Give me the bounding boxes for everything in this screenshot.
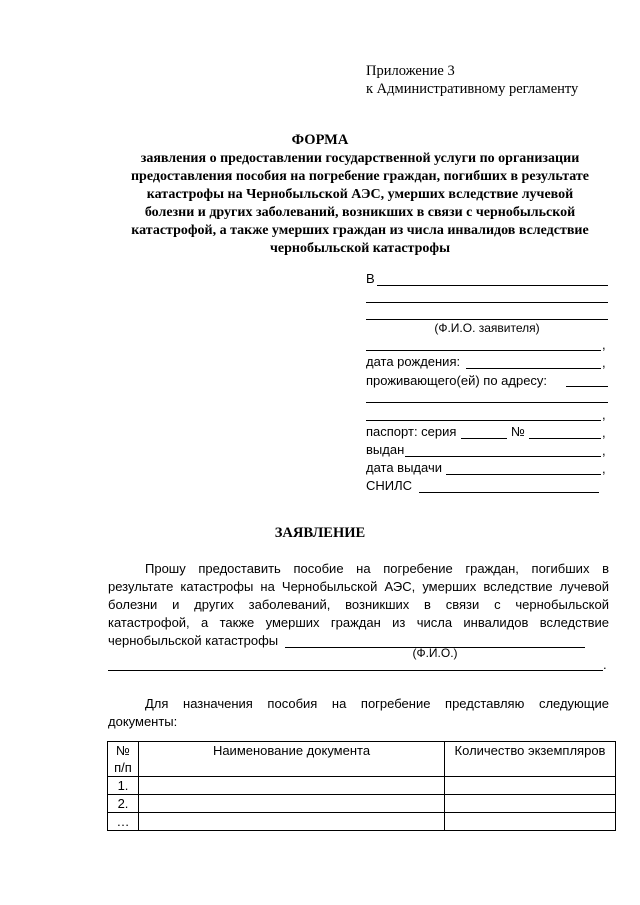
form-title-line: чернобыльской катастрофы bbox=[269, 241, 451, 256]
passport-series-label: паспорт: серия bbox=[366, 424, 457, 439]
address-field-1[interactable] bbox=[566, 386, 608, 387]
docs-intro-line: Для назначения пособия на погребение представляю следующие bbox=[145, 696, 609, 711]
header-count: Количество экземпляров bbox=[445, 742, 616, 777]
row-doc-name[interactable] bbox=[139, 795, 445, 813]
form-title-line: катастрофой, а также умерших граждан из числа инвалидов вследствие bbox=[131, 223, 589, 238]
header-number bbox=[108, 742, 139, 777]
statement-line: Прошу предоставить пособие на погребение граждан, погибших в bbox=[145, 561, 609, 576]
issue-date-field[interactable] bbox=[446, 474, 601, 475]
issued-by-field[interactable] bbox=[405, 456, 601, 457]
form-heading: ФОРМА bbox=[291, 132, 349, 148]
issued-by-label: выдан bbox=[366, 442, 405, 457]
comma: , bbox=[602, 461, 606, 476]
deceased-fio-field-2[interactable] bbox=[108, 670, 603, 671]
row-number: 1. bbox=[108, 777, 139, 795]
fio-line-2[interactable] bbox=[366, 319, 608, 320]
table-row bbox=[108, 795, 616, 813]
fio-caption: (Ф.И.О. заявителя) bbox=[434, 321, 540, 335]
header-number-line-2: п/п bbox=[114, 760, 132, 775]
issue-date-label: дата выдачи bbox=[366, 460, 442, 475]
address-field-2[interactable] bbox=[366, 402, 608, 403]
comma: , bbox=[602, 425, 606, 440]
birth-date-label: дата рождения: bbox=[366, 354, 461, 369]
table-header-row bbox=[108, 742, 616, 777]
header-name: Наименование документа bbox=[139, 742, 445, 777]
statement-line: катастрофой, а также умерших граждан из числа инвалидов вследствие bbox=[108, 615, 609, 630]
table-row bbox=[108, 777, 616, 795]
passport-number-sign: № bbox=[511, 424, 525, 439]
row-doc-count[interactable] bbox=[445, 777, 616, 795]
statement-heading: ЗАЯВЛЕНИЕ bbox=[274, 525, 366, 541]
period: . bbox=[603, 657, 607, 672]
appendix-line-2: к Административному регламенту bbox=[366, 81, 579, 97]
appendix-line-1: Приложение 3 bbox=[366, 63, 455, 79]
comma: , bbox=[602, 355, 606, 370]
statement-line: болезни и других заболеваний, возникших в связи с чернобыльской bbox=[108, 597, 609, 612]
to-label: В bbox=[366, 271, 375, 286]
passport-series-field[interactable] bbox=[461, 438, 507, 439]
comma: , bbox=[602, 443, 606, 458]
snils-label: СНИЛС bbox=[366, 478, 413, 493]
deceased-fio-caption: (Ф.И.О.) bbox=[412, 646, 458, 660]
recipient-line[interactable] bbox=[377, 285, 608, 286]
fio-line-3[interactable] bbox=[366, 350, 601, 351]
snils-field[interactable] bbox=[419, 492, 599, 493]
form-title-line: болезни и других заболеваний, возникших в связи с чернобыльской bbox=[144, 205, 576, 220]
row-number: … bbox=[108, 813, 139, 831]
fio-line-1[interactable] bbox=[366, 302, 608, 303]
row-doc-count[interactable] bbox=[445, 795, 616, 813]
address-field-3[interactable] bbox=[366, 420, 601, 421]
row-doc-name[interactable] bbox=[139, 777, 445, 795]
header-number-line-1: № bbox=[116, 743, 130, 758]
form-title-line: катастрофы на Чернобыльской АЭС, умерших вследствие лучевой bbox=[146, 187, 574, 202]
row-doc-name[interactable] bbox=[139, 813, 445, 831]
form-title-line: заявления о предоставлении государственной услуги по организации bbox=[140, 151, 580, 166]
address-label: проживающего(ей) по адресу: bbox=[366, 373, 548, 388]
statement-last-line: чернобыльской катастрофы bbox=[108, 633, 279, 648]
passport-number-field[interactable] bbox=[529, 438, 601, 439]
statement-line: результате катастрофы на Чернобыльской АЭС, умерших вследствие лучевой bbox=[108, 579, 609, 594]
documents-table bbox=[107, 741, 616, 831]
form-title-text bbox=[100, 150, 620, 258]
docs-intro-line: документы: bbox=[108, 714, 178, 729]
row-doc-count[interactable] bbox=[445, 813, 616, 831]
comma: , bbox=[602, 337, 606, 352]
comma: , bbox=[602, 407, 606, 422]
table-row bbox=[108, 813, 616, 831]
row-number: 2. bbox=[108, 795, 139, 813]
form-title-line: предоставления пособия на погребение граждан, погибших в результате bbox=[130, 169, 590, 184]
birth-date-field[interactable] bbox=[466, 368, 601, 369]
